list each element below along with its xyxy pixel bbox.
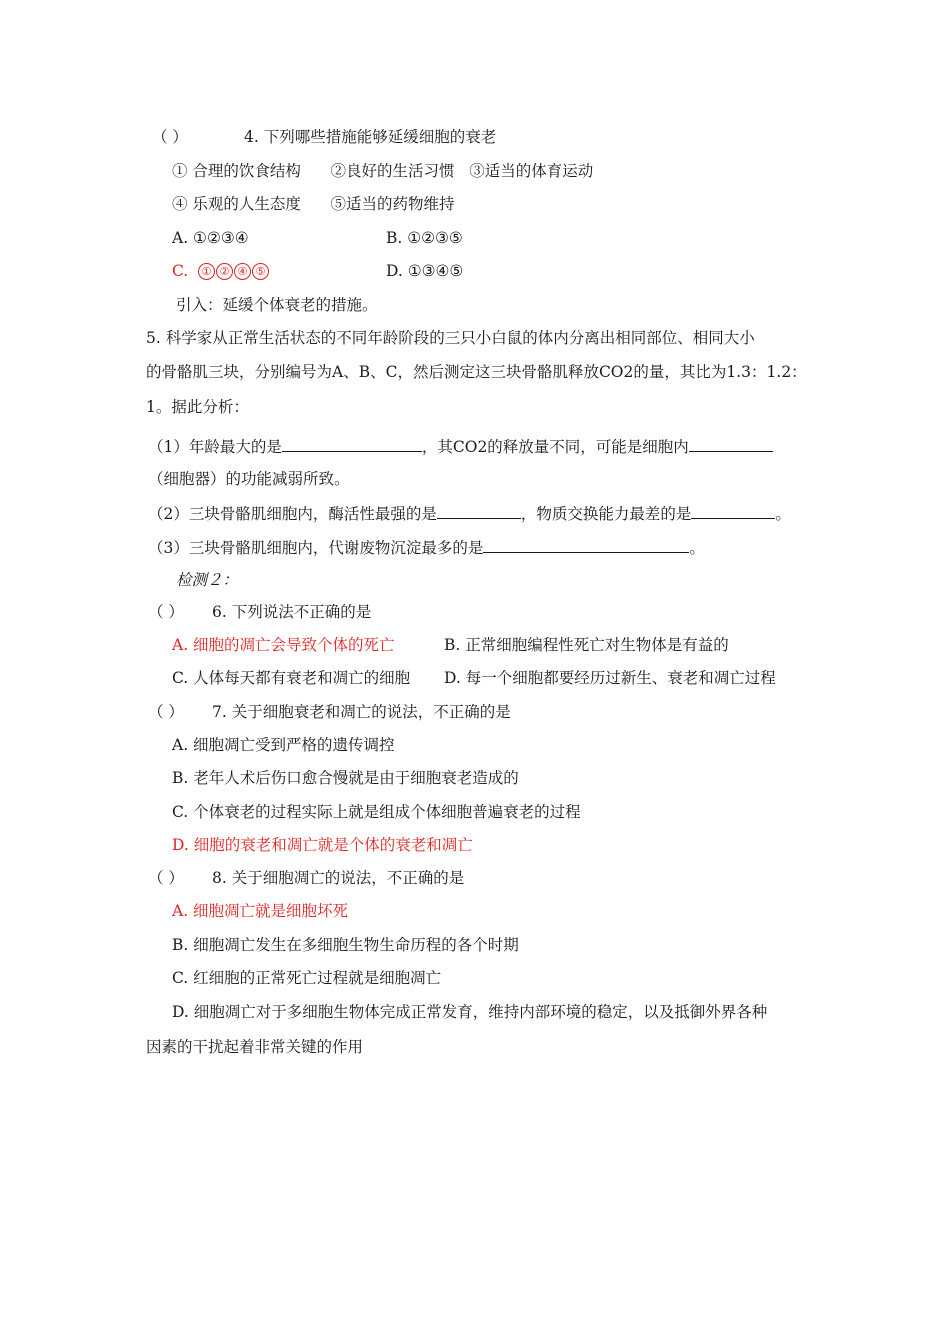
circled-num-2: ② bbox=[216, 263, 233, 280]
q4-option-c-label: C. bbox=[172, 262, 189, 280]
q4-items-row2: ④ 乐观的人生态度 ⑤适当的药物维持 bbox=[172, 195, 455, 213]
q5-line2: 的骨骼肌三块，分别编号为A、B、C，然后测定这三块骨骼肌释放CO2的量，其比为1.3：1.2： bbox=[146, 363, 807, 381]
q7-option-c: C. 个体衰老的过程实际上就是组成个体细胞普遍衰老的过程 bbox=[172, 803, 581, 821]
q5-sub3-text-b: 。 bbox=[689, 539, 705, 557]
q7-stem: 7. 关于细胞衰老和凋亡的说法，不正确的是 bbox=[212, 703, 511, 721]
q6-answer-paren: （ ） bbox=[148, 603, 184, 621]
q6-option-a-answer: A. 细胞的凋亡会导致个体的死亡 bbox=[172, 636, 395, 654]
q7-answer-paren: （ ） bbox=[148, 703, 184, 721]
q5-sub1-blank-1[interactable] bbox=[282, 436, 422, 452]
q5-sub2-text-b: ，物质交换能力最差的是 bbox=[520, 505, 692, 523]
q7-option-d-answer: D. 细胞的衰老和凋亡就是个体的衰老和凋亡 bbox=[172, 836, 473, 854]
q7-option-b: B. 老年人术后伤口愈合慢就是由于细胞衰老造成的 bbox=[172, 769, 519, 787]
q4-option-c-answer bbox=[172, 261, 270, 281]
q8-option-d-cont: 因素的干扰起着非常关键的作用 bbox=[146, 1038, 364, 1056]
circled-num-1: ① bbox=[198, 263, 215, 280]
q5-sub1-cont: （细胞器）的功能减弱所致。 bbox=[148, 470, 350, 488]
q5-sub2-text-a: （2）三块骨骼肌细胞内，酶活性最强的是 bbox=[148, 505, 437, 523]
q5-sub3-blank[interactable] bbox=[483, 537, 689, 553]
q8-answer-paren: （ ） bbox=[148, 869, 184, 887]
q6-stem: 6. 下列说法不正确的是 bbox=[212, 603, 372, 621]
q4-stem: 4. 下列哪些措施能够延缓细胞的衰老 bbox=[244, 128, 497, 146]
q5-line3: 1。据此分析： bbox=[146, 398, 249, 416]
q5-sub1-text-a: （1）年龄最大的是 bbox=[148, 438, 282, 456]
q8-option-c: C. 红细胞的正常死亡过程就是细胞凋亡 bbox=[172, 969, 442, 987]
q5-sub1-text-b: ，其CO2的释放量不同，可能是细胞内 bbox=[421, 438, 689, 456]
q4-option-d: D. ①③④⑤ bbox=[386, 262, 464, 280]
q4-answer-paren: （ ） bbox=[152, 128, 188, 146]
q4-intro: 引入：延缓个体衰老的措施。 bbox=[176, 296, 378, 314]
q6-option-d: D. 每一个细胞都要经历过新生、衰老和凋亡过程 bbox=[444, 669, 776, 687]
q4-option-b: B. ①②③⑤ bbox=[386, 229, 463, 247]
q7-option-a: A. 细胞凋亡受到严格的遗传调控 bbox=[172, 736, 395, 754]
q5-sub1 bbox=[148, 436, 773, 457]
q5-sub1-blank-2[interactable] bbox=[689, 436, 773, 452]
q5-sub2-blank-1[interactable] bbox=[437, 503, 521, 519]
q5-sub2-text-c: 。 bbox=[775, 505, 791, 523]
q4-option-a: A. ①②③④ bbox=[172, 229, 249, 247]
q5-line1: 5. 科学家从正常生活状态的不同年龄阶段的三只小白鼠的体内分离出相同部位、相同大小 bbox=[146, 329, 755, 347]
circled-num-5: ⑤ bbox=[252, 263, 269, 280]
q8-option-a-answer: A. 细胞凋亡就是细胞坏死 bbox=[172, 902, 349, 920]
circled-num-4: ④ bbox=[234, 263, 251, 280]
q5-sub2 bbox=[148, 503, 791, 524]
q8-option-b: B. 细胞凋亡发生在多细胞生物生命历程的各个时期 bbox=[172, 936, 519, 954]
q8-option-d: D. 细胞凋亡对于多细胞生物体完成正常发育，维持内部环境的稳定，以及抵御外界各种 bbox=[172, 1003, 768, 1021]
q5-sub3-text-a: （3）三块骨骼肌细胞内，代谢废物沉淀最多的是 bbox=[148, 539, 484, 557]
q6-option-c: C. 人体每天都有衰老和凋亡的细胞 bbox=[172, 669, 411, 687]
check-2-heading: 检测２： bbox=[176, 571, 239, 589]
q5-sub3 bbox=[148, 537, 705, 558]
q4-items-row1: ① 合理的饮食结构 ②良好的生活习惯 ③适当的体育运动 bbox=[172, 162, 594, 180]
q5-sub2-blank-2[interactable] bbox=[691, 503, 775, 519]
q8-stem: 8. 关于细胞凋亡的说法，不正确的是 bbox=[212, 869, 465, 887]
q6-option-b: B. 正常细胞编程性死亡对生物体是有益的 bbox=[444, 636, 729, 654]
